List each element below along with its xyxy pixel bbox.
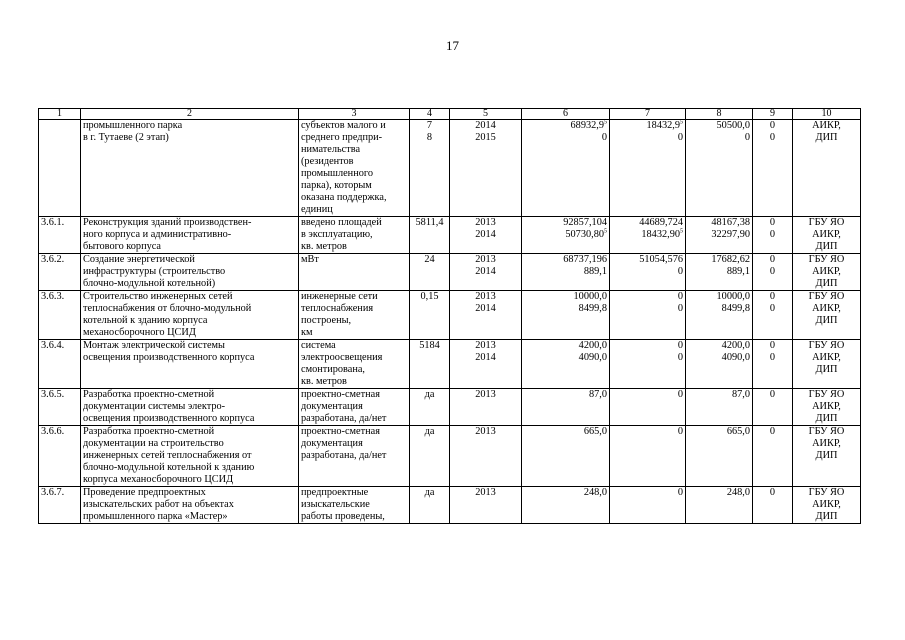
amount-value: 87,0 (588, 389, 607, 400)
federal-funding-line (612, 426, 683, 438)
federal-funding-cell (610, 217, 686, 254)
regional-funding-cell: 665,0 (686, 426, 753, 487)
amount-value: 4200,0 (578, 340, 607, 351)
amount-value: 248,0 (583, 487, 607, 498)
federal-funding-cell (610, 340, 686, 389)
amount-value: 0 (677, 352, 683, 363)
executor-cell: ГБУ ЯО АИКР, ДИП (793, 426, 861, 487)
federal-funding-line (612, 303, 683, 315)
table-row (39, 487, 861, 524)
total-funding-cell (522, 254, 610, 291)
years-cell: 2013 2014 (450, 254, 522, 291)
amount-value: 4090,0 (578, 352, 607, 363)
total-funding-cell (522, 340, 610, 389)
amount-value: 68737,196 (563, 254, 607, 265)
indicator-cell: система электроосвещения смонтирована, кв. метров (299, 340, 410, 389)
footnote-marker: 5 (680, 228, 683, 235)
program-activities-table (38, 108, 861, 524)
regional-funding-cell: 17682,62 889,1 (686, 254, 753, 291)
amount-value: 10000,0 (573, 291, 607, 302)
indicator-value-cell: да (410, 487, 450, 524)
indicator-cell: проектно-сметная документация разработана, да/нет (299, 426, 410, 487)
table-header-row (39, 109, 861, 120)
indicator-cell: инженерные сети теплоснабжения построены, км (299, 291, 410, 340)
executor-cell: ГБУ ЯО АИКР, ДИП (793, 487, 861, 524)
total-funding-line (524, 487, 607, 499)
activity-name-cell: Реконструкция зданий производствен- ного корпуса и административно- бытового корпуса (81, 217, 299, 254)
footnote-marker: 5 (604, 119, 607, 126)
column-number-header: 9 (753, 109, 793, 120)
federal-funding-line (612, 217, 683, 229)
federal-funding-line (612, 487, 683, 499)
total-funding-cell (522, 487, 610, 524)
federal-funding-line (612, 340, 683, 352)
row-number-cell: 3.6.5. (39, 389, 81, 426)
total-funding-cell (522, 217, 610, 254)
federal-funding-line (612, 254, 683, 266)
total-funding-line (524, 132, 607, 144)
amount-value: 0 (677, 426, 683, 437)
indicator-value-cell: 0,15 (410, 291, 450, 340)
executor-cell: ГБУ ЯО АИКР, ДИП (793, 340, 861, 389)
federal-funding-cell (610, 291, 686, 340)
activity-name-cell: Строительство инженерных сетей теплоснабжения от блочно-модульной котельной к зданию корпуса механосборочного ЦСИД (81, 291, 299, 340)
years-cell: 2013 2014 (450, 291, 522, 340)
federal-funding-line (612, 352, 683, 364)
federal-funding-line (612, 132, 683, 144)
years-cell: 2014 2015 (450, 120, 522, 217)
footnote-marker: 5 (680, 119, 683, 126)
other-funding-cell: 0 0 (753, 120, 793, 217)
indicator-value-cell: 5184 (410, 340, 450, 389)
total-funding-line (524, 352, 607, 364)
total-funding-line (524, 229, 607, 241)
amount-value: 0 (677, 340, 683, 351)
total-funding-line (524, 120, 607, 132)
total-funding-line (524, 266, 607, 278)
table-row (39, 217, 861, 254)
column-number-header: 8 (686, 109, 753, 120)
row-number-cell: 3.6.4. (39, 340, 81, 389)
page-number: 17 (446, 38, 459, 53)
total-funding-line (524, 254, 607, 266)
total-funding-line (524, 303, 607, 315)
federal-funding-line (612, 291, 683, 303)
amount-value: 0 (677, 389, 683, 400)
row-number-cell (39, 120, 81, 217)
indicator-value-cell: 24 (410, 254, 450, 291)
activity-name-cell: промышленного парка в г. Тутаеве (2 этап) (81, 120, 299, 217)
executor-cell: ГБУ ЯО АИКР, ДИП (793, 389, 861, 426)
amount-value: 0 (677, 303, 683, 314)
table-row (39, 340, 861, 389)
footnote-marker: 5 (604, 228, 607, 235)
total-funding-line (524, 291, 607, 303)
amount-value: 92857,104 (563, 217, 607, 228)
federal-funding-line (612, 266, 683, 278)
federal-funding-cell (610, 389, 686, 426)
row-number-cell: 3.6.1. (39, 217, 81, 254)
total-funding-line (524, 389, 607, 401)
indicator-value-cell: да (410, 426, 450, 487)
federal-funding-cell (610, 120, 686, 217)
regional-funding-cell: 87,0 (686, 389, 753, 426)
indicator-cell: мВт (299, 254, 410, 291)
row-number-cell: 3.6.6. (39, 426, 81, 487)
column-number-header: 6 (522, 109, 610, 120)
other-funding-cell: 0 (753, 389, 793, 426)
row-number-cell: 3.6.7. (39, 487, 81, 524)
executor-cell: ГБУ ЯО АИКР, ДИП (793, 291, 861, 340)
years-cell: 2013 (450, 426, 522, 487)
column-number-header: 1 (39, 109, 81, 120)
other-funding-cell: 0 0 (753, 217, 793, 254)
total-funding-line (524, 217, 607, 229)
regional-funding-cell: 4200,0 4090,0 (686, 340, 753, 389)
indicator-value-cell: 7 8 (410, 120, 450, 217)
federal-funding-cell (610, 254, 686, 291)
amount-value: 18432,90 (641, 229, 680, 240)
total-funding-cell (522, 389, 610, 426)
indicator-value-cell: да (410, 389, 450, 426)
regional-funding-cell: 10000,0 8499,8 (686, 291, 753, 340)
column-number-header: 2 (81, 109, 299, 120)
total-funding-line (524, 340, 607, 352)
regional-funding-cell: 248,0 (686, 487, 753, 524)
activity-name-cell: Разработка проектно-сметной документации системы электро- освещения производственного корпуса (81, 389, 299, 426)
executor-cell: ГБУ ЯО АИКР, ДИП (793, 217, 861, 254)
other-funding-cell: 0 0 (753, 291, 793, 340)
federal-funding-cell (610, 487, 686, 524)
indicator-cell: проектно-сметная документация разработана, да/нет (299, 389, 410, 426)
regional-funding-cell: 50500,0 0 (686, 120, 753, 217)
indicator-cell: субъектов малого и среднего предпри- нимательства (резидентов промышленного парка), которым оказана поддержка, единиц (299, 120, 410, 217)
row-number-cell: 3.6.2. (39, 254, 81, 291)
other-funding-cell: 0 0 (753, 340, 793, 389)
amount-value: 0 (677, 291, 683, 302)
years-cell: 2013 (450, 389, 522, 426)
total-funding-line (524, 426, 607, 438)
federal-funding-line (612, 229, 683, 241)
total-funding-cell (522, 291, 610, 340)
years-cell: 2013 (450, 487, 522, 524)
amount-value: 8499,8 (578, 303, 607, 314)
total-funding-cell (522, 426, 610, 487)
years-cell: 2013 2014 (450, 340, 522, 389)
row-number-cell: 3.6.3. (39, 291, 81, 340)
amount-value: 665,0 (583, 426, 607, 437)
other-funding-cell: 0 (753, 487, 793, 524)
regional-funding-cell: 48167,38 32297,90 (686, 217, 753, 254)
table-row (39, 426, 861, 487)
amount-value: 50730,80 (565, 229, 604, 240)
federal-funding-cell (610, 426, 686, 487)
executor-cell: ГБУ ЯО АИКР, ДИП (793, 254, 861, 291)
amount-value: 889,1 (583, 266, 607, 277)
federal-funding-line (612, 120, 683, 132)
activity-name-cell: Создание энергетической инфраструктуры (строительство блочно-модульной котельной) (81, 254, 299, 291)
table-row (39, 254, 861, 291)
years-cell: 2013 2014 (450, 217, 522, 254)
amount-value: 0 (677, 132, 683, 143)
total-funding-cell (522, 120, 610, 217)
indicator-cell: предпроектные изыскательские работы проведены, (299, 487, 410, 524)
executor-cell: АИКР, ДИП (793, 120, 861, 217)
indicator-value-cell: 5811,4 (410, 217, 450, 254)
column-number-header: 5 (450, 109, 522, 120)
column-number-header: 4 (410, 109, 450, 120)
activity-name-cell: Монтаж электрической системы освещения производственного корпуса (81, 340, 299, 389)
other-funding-cell: 0 0 (753, 254, 793, 291)
table-row (39, 389, 861, 426)
federal-funding-line (612, 389, 683, 401)
table-row (39, 291, 861, 340)
amount-value: 18432,9 (646, 120, 680, 131)
column-number-header: 3 (299, 109, 410, 120)
column-number-header: 7 (610, 109, 686, 120)
activity-name-cell: Проведение предпроектных изыскательских работ на объектах промышленного парка «Мастер» (81, 487, 299, 524)
amount-value: 0 (601, 132, 607, 143)
table-row (39, 120, 861, 217)
activity-name-cell: Разработка проектно-сметной документации на строительство инженерных сетей теплоснабжения от блочно-модульной котельной к зданию корпуса механосборочного ЦСИД (81, 426, 299, 487)
amount-value: 68932,9 (570, 120, 604, 131)
other-funding-cell: 0 (753, 426, 793, 487)
indicator-cell: введено площадей в эксплуатацию, кв. метров (299, 217, 410, 254)
amount-value: 0 (677, 487, 683, 498)
amount-value: 51054,576 (639, 254, 683, 265)
amount-value: 0 (677, 266, 683, 277)
column-number-header: 10 (793, 109, 861, 120)
amount-value: 44689,724 (639, 217, 683, 228)
